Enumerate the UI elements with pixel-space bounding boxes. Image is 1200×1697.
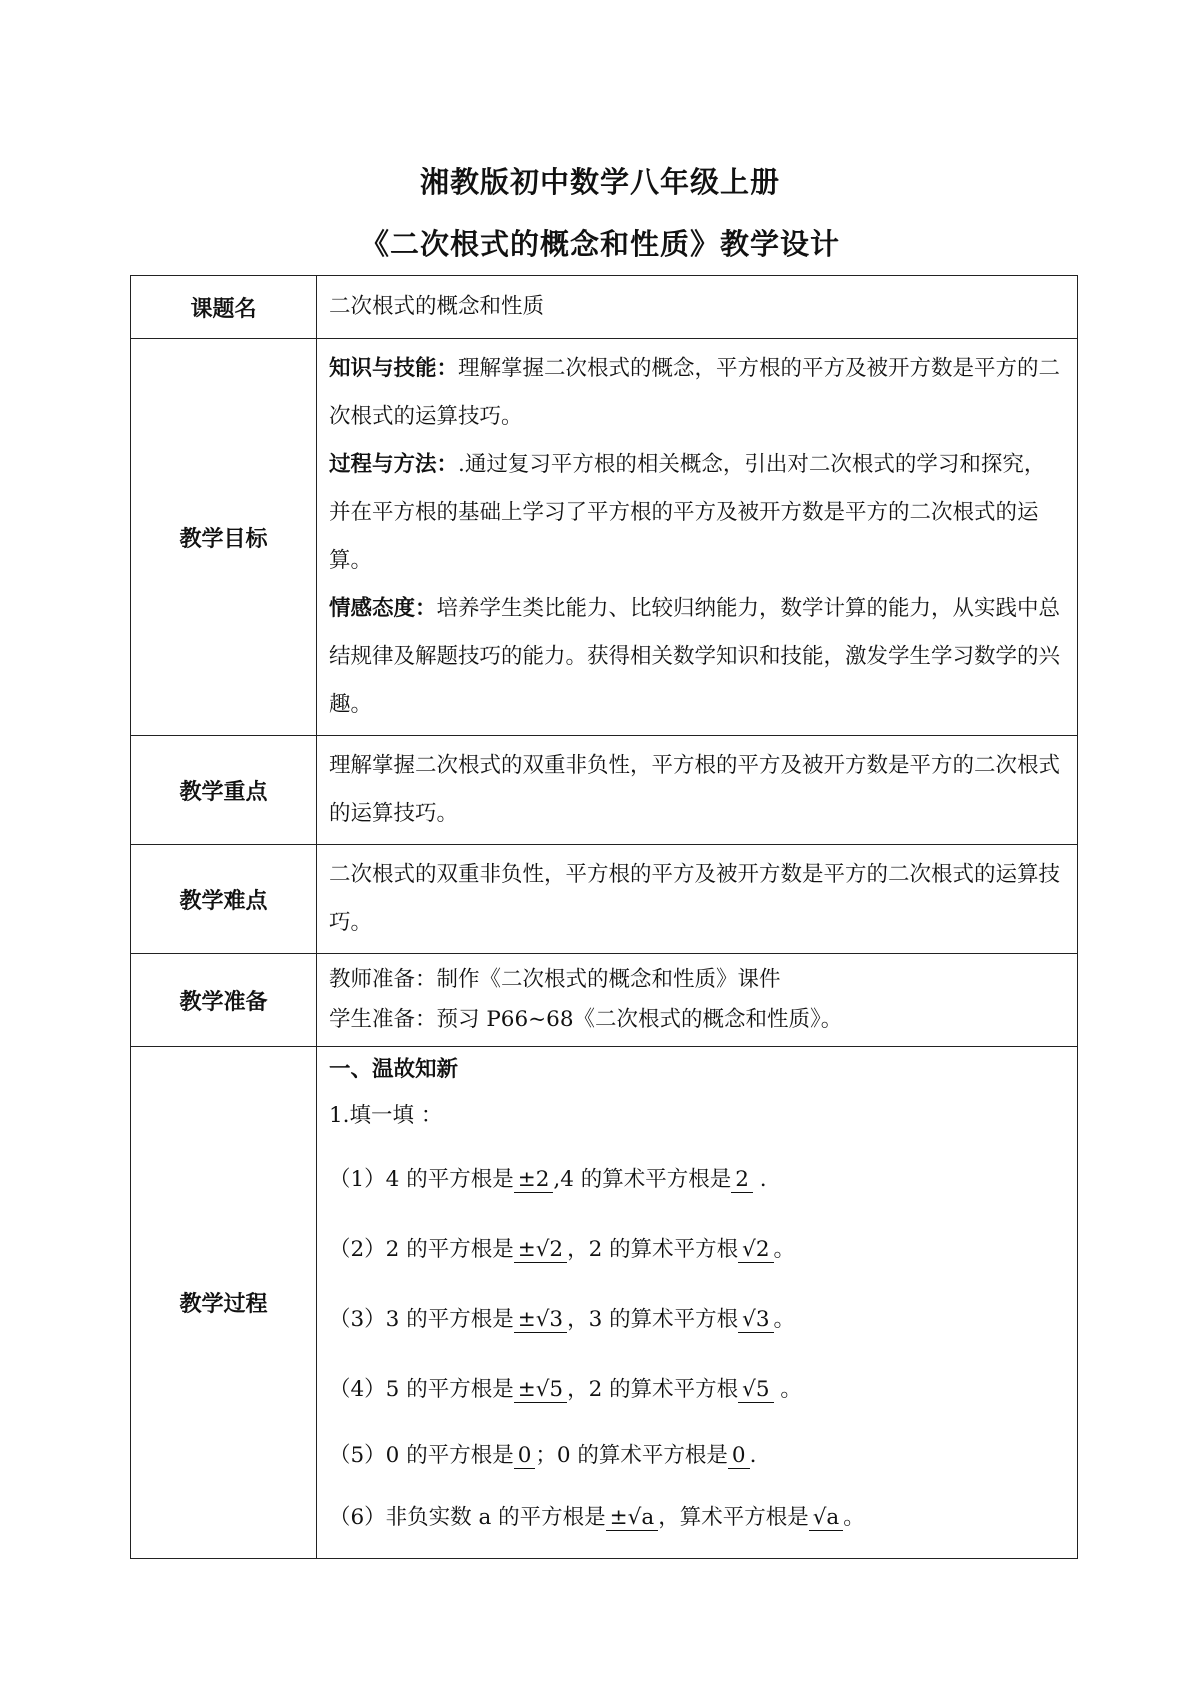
row-label-key-points: 教学重点 — [131, 736, 317, 845]
goal-process — [329, 441, 1066, 585]
fill-item-1-end: . — [752, 1167, 767, 1192]
fill-item-6-answer1: ±√a — [606, 1506, 659, 1531]
fill-item-2 — [329, 1215, 1066, 1285]
fill-item-3-answer2: √3 — [738, 1308, 773, 1333]
fill-item-4 — [329, 1355, 1066, 1425]
row-label-difficulties: 教学难点 — [131, 845, 317, 954]
fill-item-4-middle: ，2 的算术平方根 — [567, 1377, 739, 1402]
fill-item-4-answer1: ±√5 — [514, 1378, 567, 1403]
fill-item-1-answer1: ±2 — [514, 1168, 554, 1193]
row-label-process: 教学过程 — [131, 1047, 317, 1559]
goal-attitude-text: 培养学生类比能力、比较归纳能力，数学计算的能力，从实践中总结规律及解题技巧的能力。获得相关数学知识和技能，激发学生学习数学的兴趣。 — [329, 596, 1061, 717]
fill-item-3 — [329, 1285, 1066, 1355]
fill-item-3-middle: ，3 的算术平方根 — [567, 1307, 739, 1332]
row-topic — [131, 276, 1078, 339]
fill-item-3-answer1: ±√3 — [514, 1308, 567, 1333]
difficulties-text: 二次根式的双重非负性，平方根的平方及被开方数是平方的二次根式的运算技巧。 — [317, 845, 1078, 954]
fill-item-2-middle: ，2 的算术平方根 — [567, 1237, 739, 1262]
fill-item-5 — [329, 1425, 1066, 1487]
lesson-plan-table — [130, 275, 1078, 1559]
fill-item-5-answer2: 0 — [728, 1444, 750, 1469]
fill-item-6 — [329, 1487, 1066, 1549]
process-intro: 1.填一填 ： — [329, 1103, 443, 1128]
row-label-goals: 教学目标 — [131, 339, 317, 736]
fill-item-2-prompt: （2）2 的平方根是 — [329, 1237, 514, 1262]
goal-attitude-head: 情感态度： — [329, 596, 437, 621]
process-section-heading: 一、温故知新 — [329, 1057, 459, 1082]
fill-item-2-end: 。 — [773, 1237, 796, 1262]
fill-item-6-answer2: √a — [809, 1506, 844, 1531]
fill-item-1-prompt: （1）4 的平方根是 — [329, 1167, 514, 1192]
fill-item-5-prompt: （5）0 的平方根是 — [329, 1443, 514, 1468]
doc-title-line1: 湘教版初中数学八年级上册 — [419, 165, 780, 199]
goal-attitude — [329, 585, 1066, 729]
row-label-topic: 课题名 — [131, 276, 317, 339]
fill-item-5-middle: ；0 的算术平方根是 — [535, 1443, 728, 1468]
goal-knowledge — [329, 345, 1066, 441]
row-label-preparation: 教学准备 — [131, 954, 317, 1047]
fill-item-4-end: 。 — [773, 1377, 802, 1402]
process-content — [317, 1047, 1078, 1559]
teacher-preparation: 教师准备：制作《二次根式的概念和性质》课件 — [329, 967, 781, 992]
key-points-text: 理解掌握二次根式的双重非负性，平方根的平方及被开方数是平方的二次根式的运算技巧。 — [317, 736, 1078, 845]
fill-item-1 — [329, 1145, 1066, 1215]
row-goals — [131, 339, 1078, 736]
fill-item-5-end: . — [749, 1443, 757, 1468]
goal-knowledge-text: 理解掌握二次根式的概念，平方根的平方及被开方数是平方的二次根式的运算技巧。 — [329, 356, 1061, 429]
row-difficulties — [131, 845, 1078, 954]
fill-item-2-answer2: √2 — [738, 1238, 773, 1263]
fill-item-6-end: 。 — [843, 1505, 865, 1530]
row-process — [131, 1047, 1078, 1559]
fill-item-2-answer1: ±√2 — [514, 1238, 567, 1263]
fill-item-4-answer2: √5 — [738, 1378, 773, 1403]
fill-item-3-end: 。 — [773, 1307, 796, 1332]
doc-title-line2: 《二次根式的概念和性质》教学设计 — [359, 227, 840, 261]
row-key-points — [131, 736, 1078, 845]
fill-item-6-prompt: （6）非负实数 a 的平方根是 — [329, 1505, 606, 1530]
goals-content — [317, 339, 1078, 736]
preparation-content — [317, 954, 1078, 1047]
goal-process-head: 过程与方法： — [329, 452, 459, 477]
student-preparation: 学生准备：预习 P66~68《二次根式的概念和性质》。 — [329, 1007, 843, 1032]
fill-item-1-answer2: 2 — [731, 1168, 753, 1193]
fill-item-4-prompt: （4）5 的平方根是 — [329, 1377, 514, 1402]
fill-item-6-middle: ，算术平方根是 — [658, 1505, 809, 1530]
row-preparation — [131, 954, 1078, 1047]
fill-item-1-middle: ,4 的算术平方根是 — [553, 1167, 732, 1192]
fill-item-5-answer1: 0 — [514, 1444, 536, 1469]
topic-value: 二次根式的概念和性质 — [317, 276, 1078, 339]
goal-knowledge-head: 知识与技能： — [329, 356, 459, 381]
fill-item-3-prompt: （3）3 的平方根是 — [329, 1307, 514, 1332]
goal-process-text: .通过复习平方根的相关概念，引出对二次根式的学习和探究，并在平方根的基础上学习了平方根的平方及被开方数是平方的二次根式的运算。 — [329, 452, 1046, 573]
